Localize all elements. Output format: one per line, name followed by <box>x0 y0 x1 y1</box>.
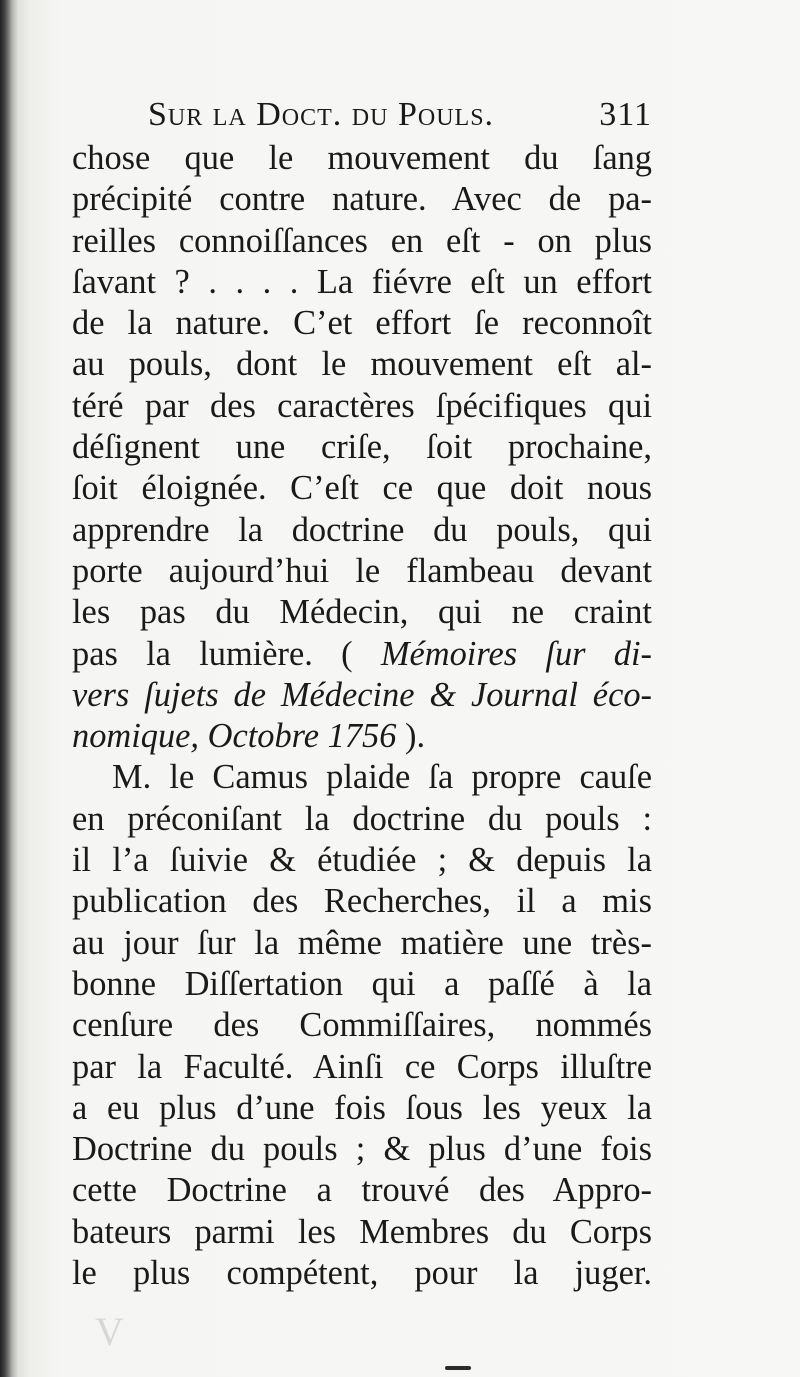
text-line: a eu plus d’une fois ſous les yeux la <box>72 1088 652 1127</box>
text-line: les pas du Médecin, qui ne craint <box>72 593 652 632</box>
text-line: chose que le mouvement du ſang <box>72 139 652 177</box>
citation-tail: ). <box>405 717 426 756</box>
citation-line <box>72 634 652 675</box>
text-line: cette Doctrine a trouvé des Appro- <box>72 1171 652 1210</box>
text-line: publication des Recherches, il a mis <box>72 882 652 921</box>
text-line: en préconiſant la doctrine du pouls : <box>72 799 652 838</box>
text-line: bonne Diſſertation qui a paſſé à la <box>72 964 652 1003</box>
text-line: Doctrine du pouls ; & plus d’une fois <box>72 1130 652 1169</box>
page-number: 311 <box>599 96 652 133</box>
citation-lead: pas la lumière. ( <box>72 634 353 673</box>
citation-italic: nomique, Octobre 1756 <box>72 717 397 756</box>
citation-line <box>72 716 652 757</box>
running-head <box>148 96 658 140</box>
text-line: il l’a ſuivie & étudiée ; & depuis la <box>72 841 652 880</box>
text-line: M. le Camus plaide ſa propre cauſe <box>112 758 652 797</box>
text-line: cenſure des Commiſſaires, nommés <box>72 1006 652 1045</box>
text-line: téré par des caractères ſpécifiques qui <box>72 386 652 425</box>
body-text <box>72 138 652 1294</box>
text-line: au jour ſur la même matière une très- <box>72 923 652 962</box>
text-line: ſavant ? . . . . La fiévre eſt un effort <box>72 262 652 301</box>
citation-line: vers ſujets de Médecine & Journal éco- <box>72 675 652 714</box>
text-line: bateurs parmi les Membres du Corps <box>72 1212 652 1251</box>
ink-mark <box>445 1366 471 1370</box>
text-line: par la Faculté. Ainſi ce Corps illuſtre <box>72 1047 652 1086</box>
text-line: apprendre la doctrine du pouls, qui <box>72 510 652 549</box>
text-line: précipité contre nature. Avec de pa- <box>72 180 652 219</box>
text-line: reilles connoiſſances en eſt - on plus <box>72 221 652 260</box>
citation-italic: Mémoires ſur di- <box>380 634 652 673</box>
spine-shadow <box>0 0 18 1377</box>
text-line: le plus compétent, pour la juger. <box>72 1254 652 1293</box>
text-line: déſignent une criſe, ſoit prochaine, <box>72 428 652 467</box>
signature-mark: V <box>95 1309 128 1354</box>
text-line: ſoit éloignée. C’eſt ce que doit nous <box>72 469 652 508</box>
text-line: au pouls, dont le mouvement eſt al- <box>72 345 652 384</box>
running-title: Sur la Doct. du Pouls. <box>148 96 495 133</box>
text-line: de la nature. C’et effort ſe reconnoît <box>72 304 652 343</box>
text-line: porte aujourd’hui le flambeau devant <box>72 551 652 590</box>
